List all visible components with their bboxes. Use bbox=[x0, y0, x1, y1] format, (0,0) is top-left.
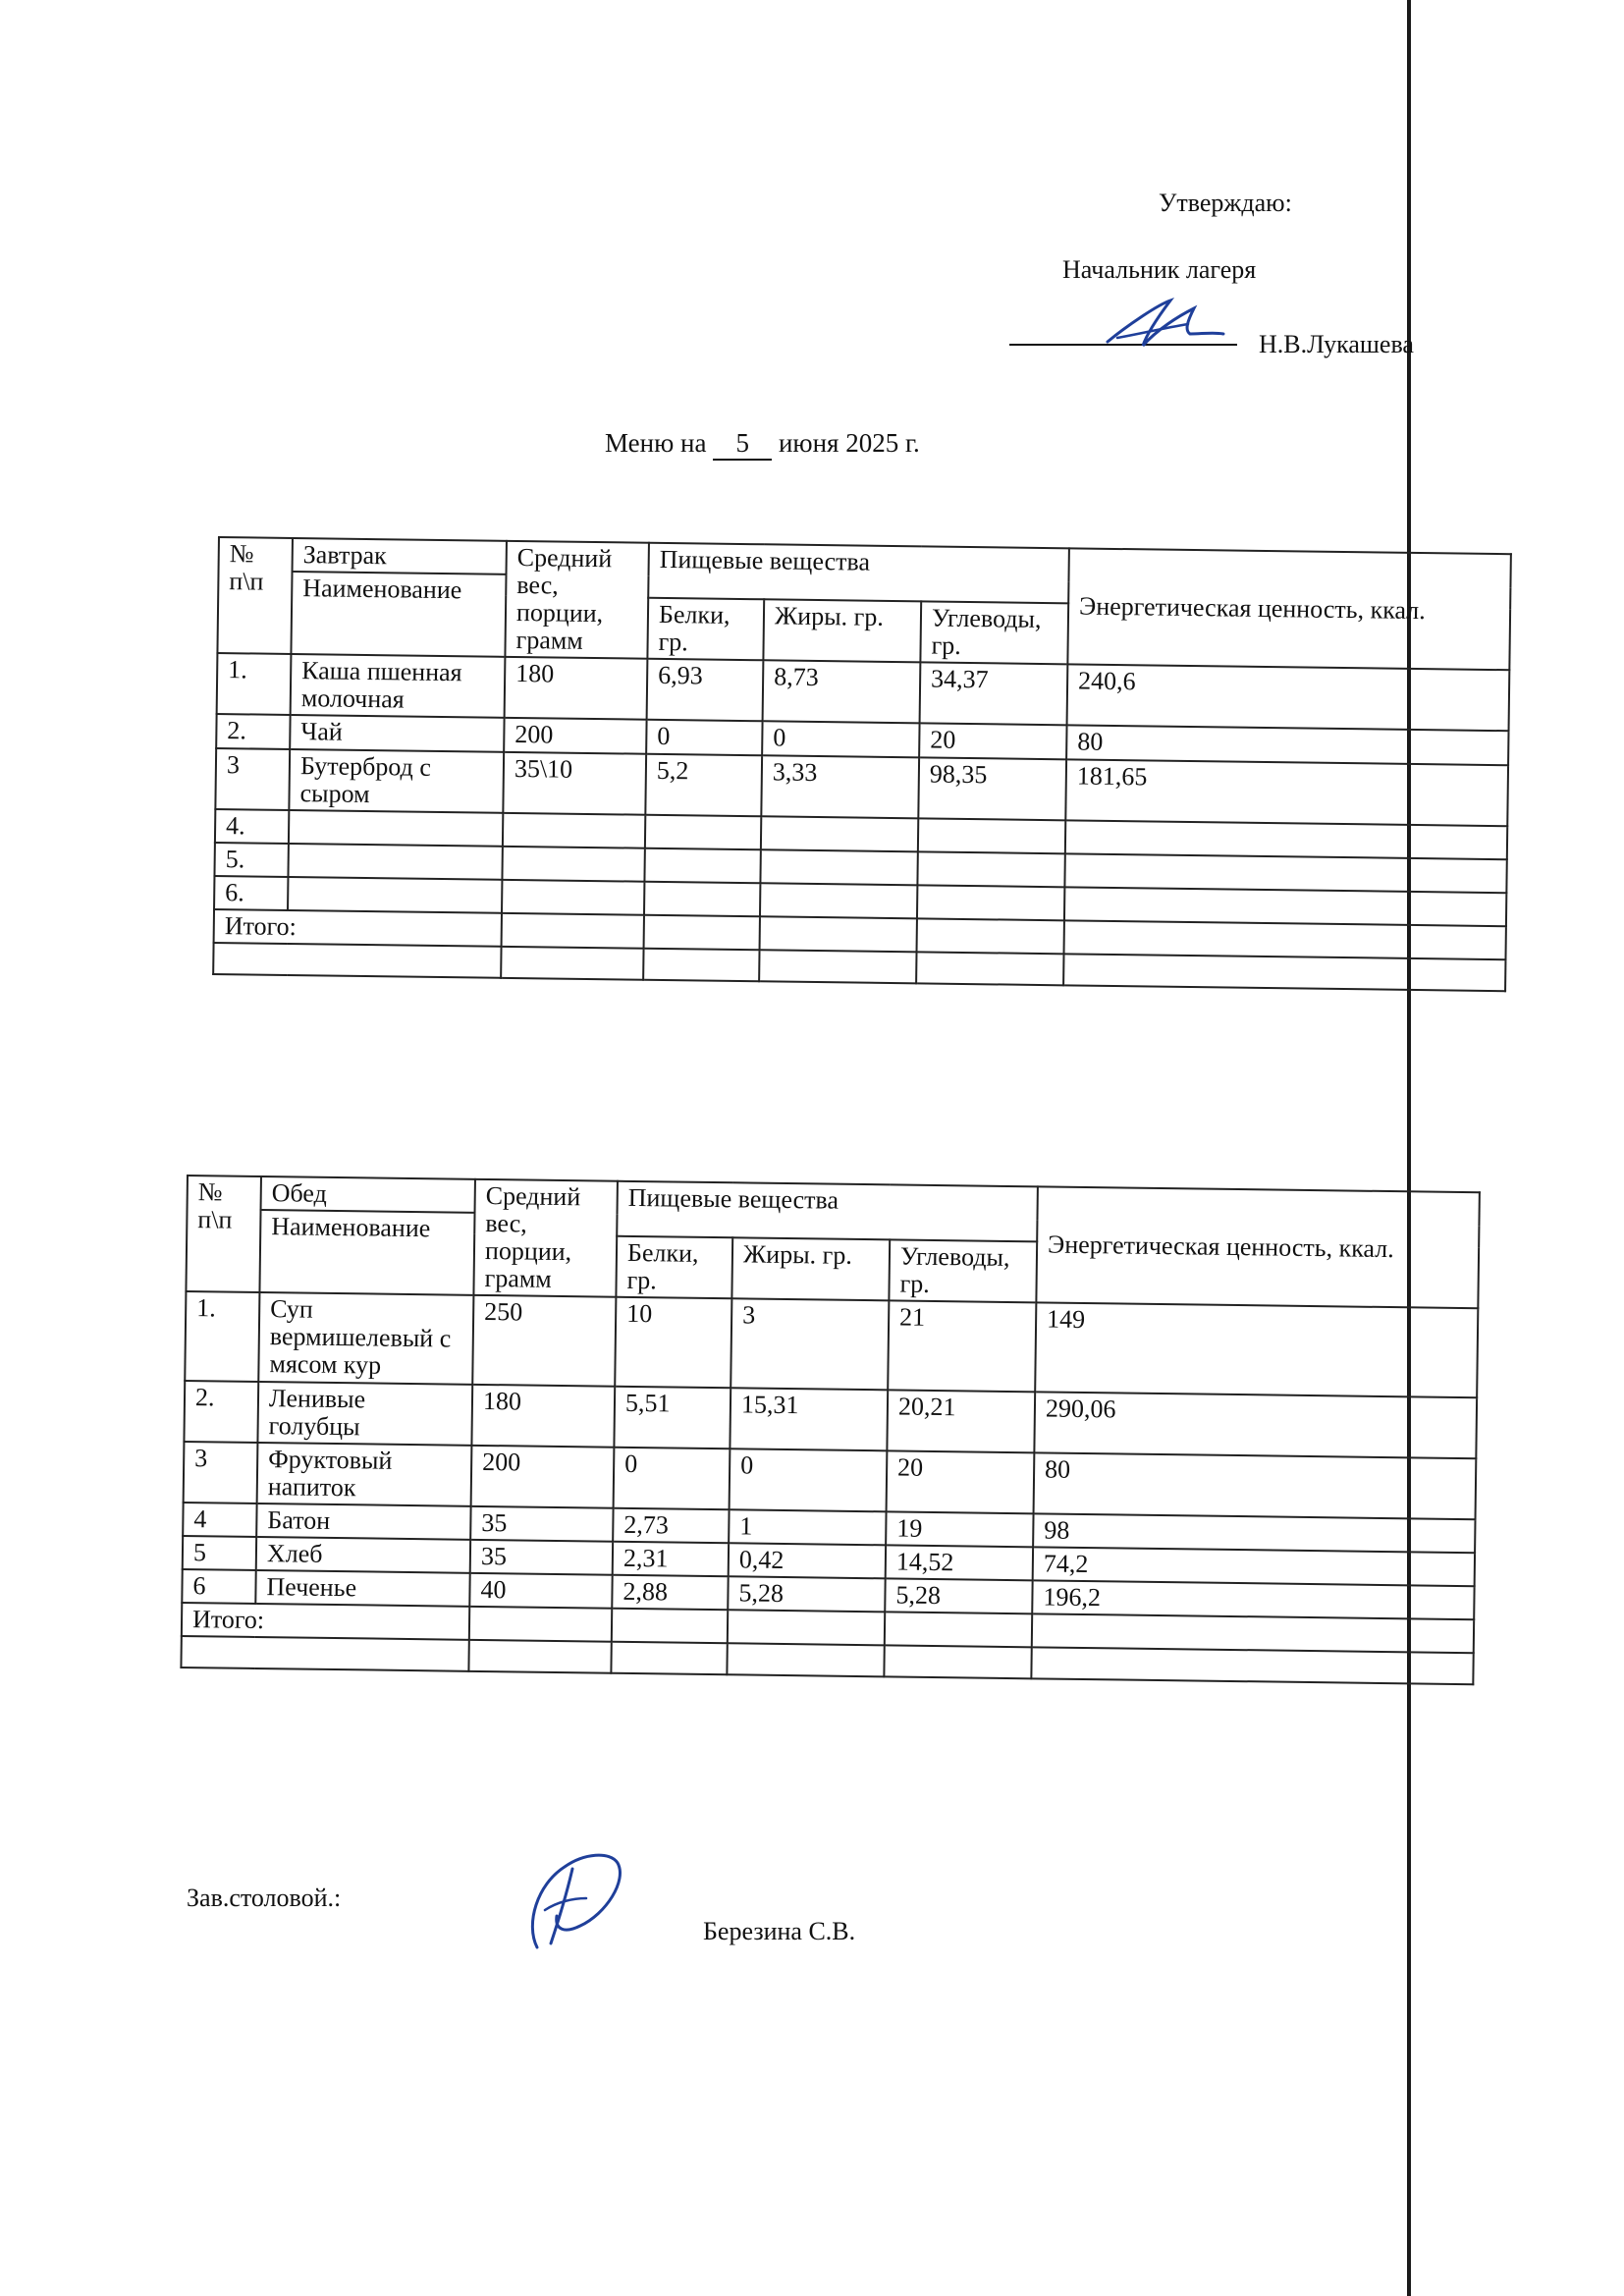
approval-name: Н.В.Лукашева bbox=[1259, 330, 1414, 358]
approval-role: Начальник лагеря bbox=[1062, 255, 1257, 284]
canteen-head-signature bbox=[515, 1841, 633, 1959]
row-num: 1. bbox=[217, 653, 292, 715]
row-energy: 74,2 bbox=[1033, 1547, 1475, 1586]
row-fats: 15,31 bbox=[730, 1388, 888, 1450]
row-fats: 8,73 bbox=[763, 661, 921, 724]
total-fats bbox=[760, 916, 917, 952]
header-nutrients: Пищевые вещества bbox=[648, 543, 1069, 604]
row-name: Чай bbox=[290, 715, 504, 751]
header-proteins: Белки, гр. bbox=[616, 1236, 732, 1299]
menu-title-suffix: июня 2025 г. bbox=[778, 428, 920, 458]
header-fats: Жиры. гр. bbox=[763, 599, 921, 662]
row-name bbox=[289, 810, 503, 847]
row-blank bbox=[727, 1643, 884, 1676]
row-carbs bbox=[917, 851, 1064, 887]
row-carbs: 5,28 bbox=[885, 1578, 1032, 1613]
row-name: Хлеб bbox=[256, 1537, 470, 1573]
row-num: 2. bbox=[216, 714, 290, 748]
row-energy: 98 bbox=[1033, 1513, 1475, 1553]
header-num: № п\п bbox=[186, 1175, 261, 1292]
row-weight: 40 bbox=[469, 1573, 612, 1609]
row-weight bbox=[502, 847, 644, 882]
row-blank bbox=[1031, 1647, 1473, 1684]
row-proteins bbox=[644, 882, 760, 917]
header-name: Наименование bbox=[259, 1210, 474, 1295]
row-num: 6. bbox=[214, 876, 288, 910]
row-energy bbox=[1064, 853, 1506, 893]
total-label: Итого: bbox=[182, 1603, 469, 1640]
row-carbs: 20,21 bbox=[887, 1390, 1035, 1452]
menu-title bbox=[605, 428, 920, 461]
row-proteins: 2,31 bbox=[613, 1542, 729, 1577]
row-proteins bbox=[645, 814, 761, 849]
header-weight: Средний вес, порции, грамм bbox=[505, 541, 649, 659]
row-num: 3 bbox=[215, 748, 290, 810]
row-num: 6 bbox=[182, 1569, 255, 1604]
row-weight bbox=[502, 880, 644, 915]
row-fats: 1 bbox=[729, 1509, 886, 1545]
header-nutrients: Пищевые вещества bbox=[617, 1181, 1038, 1242]
row-carbs: 19 bbox=[886, 1511, 1033, 1547]
total-fats bbox=[728, 1610, 885, 1645]
row-fats: 3,33 bbox=[761, 755, 919, 818]
canteen-head-label: Зав.столовой.: bbox=[187, 1884, 342, 1912]
lunch-meal-label: Обед bbox=[261, 1176, 475, 1213]
row-name bbox=[288, 844, 502, 880]
row-weight: 200 bbox=[504, 718, 646, 753]
row-name: Батон bbox=[256, 1503, 470, 1540]
row-name: Бутерброд с сыром bbox=[289, 749, 504, 813]
row-energy: 80 bbox=[1034, 1452, 1477, 1519]
row-energy: 181,65 bbox=[1065, 759, 1508, 826]
total-carbs bbox=[885, 1612, 1032, 1647]
total-carbs bbox=[917, 918, 1064, 954]
row-fats: 5,28 bbox=[728, 1576, 885, 1612]
row-name bbox=[288, 877, 502, 913]
row-blank bbox=[213, 943, 501, 978]
row-fats: 0 bbox=[762, 722, 919, 757]
row-blank bbox=[1063, 954, 1505, 991]
row-proteins: 0 bbox=[614, 1447, 731, 1509]
lunch-table bbox=[180, 1175, 1480, 1685]
row-fats: 0,42 bbox=[729, 1543, 886, 1578]
row-energy: 196,2 bbox=[1032, 1580, 1474, 1619]
row-carbs bbox=[917, 885, 1064, 920]
header-carbs: Углеводы, гр. bbox=[920, 602, 1068, 665]
header-fats: Жиры. гр. bbox=[731, 1237, 890, 1300]
row-carbs: 34,37 bbox=[920, 663, 1068, 726]
row-proteins: 0 bbox=[646, 720, 762, 755]
row-energy: 80 bbox=[1066, 726, 1508, 765]
total-label: Итого: bbox=[214, 909, 502, 947]
total-proteins bbox=[612, 1609, 728, 1644]
total-proteins bbox=[644, 915, 760, 951]
row-fats bbox=[760, 883, 917, 918]
row-weight: 180 bbox=[471, 1384, 615, 1447]
row-blank bbox=[643, 949, 759, 982]
row-proteins: 2,88 bbox=[612, 1575, 728, 1611]
row-proteins bbox=[644, 848, 760, 884]
row-weight: 35 bbox=[470, 1506, 613, 1542]
header-energy: Энергетическая ценность, ккал. bbox=[1067, 548, 1511, 670]
header-weight: Средний вес, порции, грамм bbox=[473, 1179, 618, 1297]
row-carbs: 14,52 bbox=[886, 1545, 1033, 1580]
row-blank bbox=[884, 1646, 1031, 1679]
row-blank bbox=[468, 1640, 611, 1673]
row-num: 5. bbox=[214, 843, 288, 877]
row-weight: 35 bbox=[470, 1540, 613, 1575]
header-num: № п\п bbox=[217, 537, 293, 654]
row-fats: 3 bbox=[731, 1299, 889, 1390]
row-fats bbox=[761, 816, 918, 851]
row-name: Фруктовый напиток bbox=[257, 1443, 472, 1506]
approval-title: Утверждаю: bbox=[1159, 189, 1292, 217]
header-energy: Энергетическая ценность, ккал. bbox=[1036, 1186, 1480, 1308]
row-energy: 149 bbox=[1035, 1303, 1478, 1397]
row-num: 3 bbox=[184, 1442, 258, 1503]
row-weight: 180 bbox=[505, 657, 648, 720]
row-blank bbox=[181, 1636, 468, 1671]
breakfast-table bbox=[212, 536, 1512, 992]
row-name: Суп вермишелевый с мясом кур bbox=[258, 1292, 473, 1384]
row-num: 1. bbox=[185, 1291, 259, 1381]
row-weight: 35\10 bbox=[503, 751, 646, 814]
row-name: Печенье bbox=[255, 1570, 469, 1607]
row-blank bbox=[916, 952, 1063, 985]
row-fats: 0 bbox=[730, 1449, 888, 1511]
breakfast-meal-label: Завтрак bbox=[293, 538, 507, 574]
row-carbs: 98,35 bbox=[918, 757, 1066, 820]
row-proteins: 6,93 bbox=[647, 659, 764, 722]
header-proteins: Белки, гр. bbox=[647, 598, 764, 661]
row-weight: 200 bbox=[471, 1446, 615, 1508]
row-name: Каша пшенная молочная bbox=[291, 654, 506, 718]
table-row bbox=[185, 1291, 1478, 1396]
row-weight bbox=[503, 813, 645, 848]
row-proteins: 2,73 bbox=[613, 1508, 729, 1544]
menu-title-day: 5 bbox=[713, 428, 772, 461]
row-num: 4 bbox=[183, 1503, 256, 1537]
row-weight: 250 bbox=[472, 1295, 616, 1386]
row-proteins: 5,51 bbox=[614, 1386, 731, 1449]
row-carbs: 20 bbox=[919, 724, 1066, 759]
row-energy: 290,06 bbox=[1034, 1392, 1477, 1458]
row-name: Ленивые голубцы bbox=[257, 1382, 472, 1446]
row-blank bbox=[501, 947, 643, 980]
row-carbs: 21 bbox=[888, 1301, 1036, 1392]
row-blank bbox=[759, 950, 916, 983]
row-energy: 240,6 bbox=[1067, 665, 1510, 732]
row-proteins: 10 bbox=[615, 1297, 731, 1388]
row-proteins: 5,2 bbox=[645, 753, 762, 816]
total-weight bbox=[469, 1607, 612, 1642]
row-blank bbox=[611, 1642, 727, 1675]
row-carbs bbox=[918, 818, 1065, 853]
row-carbs: 20 bbox=[887, 1450, 1035, 1513]
row-num: 5 bbox=[183, 1536, 256, 1570]
total-weight bbox=[502, 913, 644, 949]
row-num: 2. bbox=[184, 1381, 258, 1443]
canteen-head-name: Березина С.В. bbox=[703, 1917, 856, 1945]
director-signature bbox=[1100, 295, 1227, 354]
header-carbs: Углеводы, гр. bbox=[889, 1240, 1037, 1303]
row-num: 4. bbox=[215, 809, 289, 844]
header-name: Наименование bbox=[291, 572, 506, 657]
row-fats bbox=[760, 849, 917, 885]
menu-title-prefix: Меню на bbox=[605, 428, 707, 458]
row-energy bbox=[1065, 820, 1507, 859]
